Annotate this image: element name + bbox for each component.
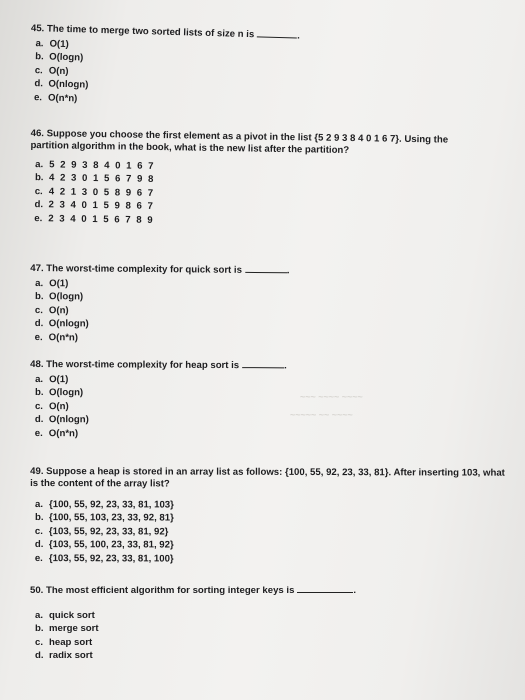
answer-blank — [297, 584, 353, 593]
option-b: b. merge sort — [35, 623, 99, 635]
option-b: b. O(logn) — [35, 291, 84, 303]
option-list — [34, 37, 501, 117]
option-d: d. radix sort — [35, 650, 93, 662]
question-49 — [30, 466, 508, 567]
question-stem: 45. The time to merge two sorted lists of size n is — [30, 23, 255, 41]
option-a: a. {100, 55, 92, 23, 33, 81, 103} — [35, 499, 174, 511]
answer-blank — [245, 264, 287, 273]
option-a: a. O(1) — [35, 38, 69, 51]
option-b: b. O(logn) — [35, 51, 84, 64]
option-d: d. O(nlogn) — [34, 318, 89, 330]
option-e: e. O(n*n) — [33, 91, 78, 104]
question-47: 47. The worst-time complexity for quick sort is . a. O(1) b. O(logn) c. O(n) d. O(nlogn) e. O(n*n) — [30, 262, 501, 348]
option-a: a. quick sort — [35, 610, 95, 621]
question-stem: 49. Suppose a heap is stored in an array list as follows: {100, 55, 92, 23, 33, 81}. After inserting 103, what is the content of the array list? — [30, 466, 505, 490]
option-list — [35, 609, 500, 663]
answer-blank — [257, 28, 297, 38]
option-d: d. {103, 55, 100, 23, 33, 81, 92} — [34, 539, 174, 551]
option-b: b. {100, 55, 103, 23, 33, 92, 81} — [34, 512, 174, 524]
question-stem: 50. The most efficient algorithm for sorting integer keys is — [30, 585, 295, 596]
option-c: c. heap sort — [35, 636, 93, 648]
option-c: c. {103, 55, 92, 23, 33, 81, 92} — [34, 525, 169, 538]
option-a: a. O(1) — [35, 374, 69, 386]
option-list — [35, 498, 508, 567]
question-stem: 48. The worst-time complexity for heap sort is — [30, 359, 240, 372]
option-e: e. O(n*n) — [34, 427, 79, 439]
question-45: 45. The time to merge two sorted lists of size n is . a. O(1) b. O(logn) c. O(n) d. O(nlogn) e. O(n*n) — [29, 22, 501, 117]
option-d: d. O(nlogn) — [34, 414, 89, 426]
option-e: e. O(n*n) — [34, 331, 79, 344]
option-a: a. 5 2 9 3 8 4 0 1 6 7 — [35, 159, 156, 172]
option-list — [35, 277, 501, 348]
option-e: e. 2 3 4 0 1 5 6 7 8 9 — [34, 212, 155, 226]
option-c: c. 4 2 1 3 0 5 8 9 6 7 — [34, 185, 155, 199]
option-c: c. O(n) — [34, 304, 69, 317]
question-stem: 46. Suppose you choose the first element as a pivot in the list {5 2 9 3 8 4 0 1 6 7}. Using the partition algorithm in the book, what is the new list after the partition? — [30, 128, 449, 157]
option-c: c. O(n) — [34, 400, 69, 413]
option-list — [35, 373, 500, 442]
option-e: e. {103, 55, 92, 23, 33, 81, 100} — [34, 552, 174, 565]
question-48: 48. The worst-time complexity for heap sort is . a. O(1) b. O(logn) c. O(n) d. O(nlogn) e. O(n*n) — [30, 358, 500, 442]
option-a: a. O(1) — [35, 278, 69, 290]
option-b: b. 4 2 3 0 1 5 6 7 9 8 — [34, 172, 155, 186]
question-46 — [29, 128, 470, 232]
bleed-through-text: ~~~~~ ~~ ~~~~ — [290, 410, 353, 420]
option-b: b. O(logn) — [35, 387, 84, 399]
option-list — [34, 158, 470, 232]
option-d: d. 2 3 4 0 1 5 9 8 6 7 — [34, 199, 155, 213]
option-c: c. O(n) — [34, 64, 69, 77]
question-50: 50. The most efficient algorithm for sorting integer keys is . a. quick sort b. merge sort c. heap sort d. radix sort — [30, 584, 500, 663]
bleed-through-text: ~~~ ~~~~ ~~~~ — [300, 392, 363, 402]
question-stem: 47. The worst-time complexity for quick sort is — [30, 263, 242, 276]
answer-blank — [242, 359, 284, 368]
option-d: d. O(nlogn) — [34, 78, 89, 91]
